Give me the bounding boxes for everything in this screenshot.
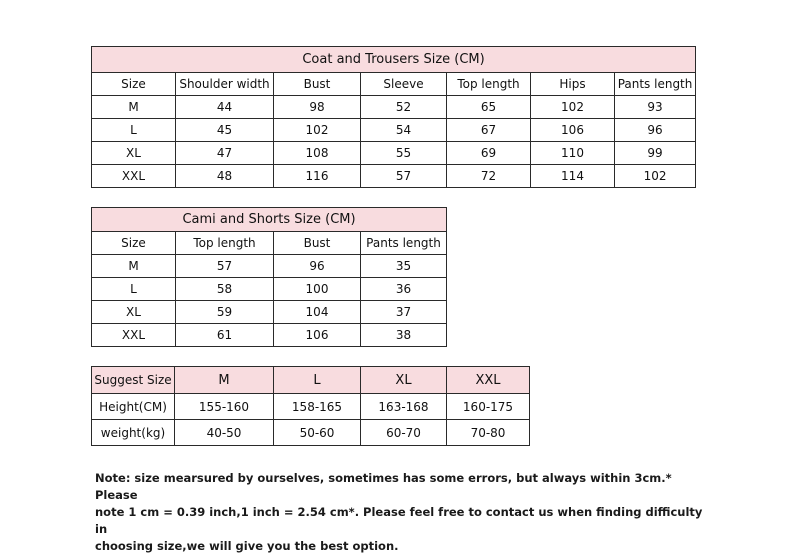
table-cell: 93 [615,96,696,119]
table-cell: 35 [361,255,447,278]
column-header: Pants length [615,73,696,96]
table-cell: 163-168 [361,394,447,420]
table-cell: 47 [176,142,274,165]
row-label: Height(CM) [92,394,175,420]
suggest-size-table [91,366,530,446]
coat-trousers-size-table [91,46,696,188]
table-cell: 72 [447,165,531,188]
table-cell: 96 [615,119,696,142]
note-line: choosing size,we will give you the best option. [95,539,399,553]
table-cell: 59 [176,301,274,324]
table-cell: 102 [531,96,615,119]
table-header-row [92,367,530,394]
table-cell: 106 [274,324,361,347]
table-cell: 102 [274,119,361,142]
table-title-row [92,208,447,232]
table-row [92,119,696,142]
column-header: Size [92,232,176,255]
table-cell: 48 [176,165,274,188]
column-header: L [274,367,361,394]
table-cell: 57 [361,165,447,188]
row-label: weight(kg) [92,420,175,446]
coat-table-title: Coat and Trousers Size (CM) [92,47,696,73]
table-cell: 57 [176,255,274,278]
column-header: Shoulder width [176,73,274,96]
suggest-size-label: Suggest Size [92,367,175,394]
table-title-row [92,47,696,73]
table-row [92,394,530,420]
table-cell: 114 [531,165,615,188]
table-row [92,420,530,446]
table-row [92,96,696,119]
table-cell: 102 [615,165,696,188]
column-header: Top length [176,232,274,255]
size-cell: L [92,278,176,301]
column-header: Size [92,73,176,96]
table-cell: 155-160 [175,394,274,420]
table-row [92,255,447,278]
size-cell: M [92,96,176,119]
table-cell: 96 [274,255,361,278]
column-header: Bust [274,232,361,255]
table-cell: 45 [176,119,274,142]
table-row [92,278,447,301]
table-row [92,165,696,188]
table-cell: 116 [274,165,361,188]
table-cell: 36 [361,278,447,301]
table-row [92,142,696,165]
column-header: XL [361,367,447,394]
table-cell: 40-50 [175,420,274,446]
cami-shorts-size-table [91,207,447,347]
table-cell: 50-60 [274,420,361,446]
column-header: Hips [531,73,615,96]
size-cell: XL [92,142,176,165]
column-header: Top length [447,73,531,96]
table-cell: 100 [274,278,361,301]
table-header-row [92,73,696,96]
table-cell: 38 [361,324,447,347]
size-cell: XXL [92,324,176,347]
table-cell: 60-70 [361,420,447,446]
table-cell: 110 [531,142,615,165]
column-header: Pants length [361,232,447,255]
column-header: Sleeve [361,73,447,96]
table-cell: 158-165 [274,394,361,420]
table-cell: 108 [274,142,361,165]
size-cell: XL [92,301,176,324]
table-cell: 52 [361,96,447,119]
size-note [95,470,705,555]
table-cell: 67 [447,119,531,142]
table-cell: 106 [531,119,615,142]
table-cell: 44 [176,96,274,119]
size-cell: M [92,255,176,278]
table-header-row [92,232,447,255]
table-cell: 54 [361,119,447,142]
cami-table-title: Cami and Shorts Size (CM) [92,208,447,232]
note-line: note 1 cm = 0.39 inch,1 inch = 2.54 cm*. Please feel free to contact us when finding difficulty in [95,505,703,536]
size-cell: XXL [92,165,176,188]
table-cell: 104 [274,301,361,324]
column-header: M [175,367,274,394]
table-cell: 58 [176,278,274,301]
table-cell: 69 [447,142,531,165]
table-cell: 70-80 [447,420,530,446]
note-line: Note: size mearsured by ourselves, sometimes has some errors, but always within 3cm.* Please [95,471,672,502]
table-cell: 99 [615,142,696,165]
table-cell: 37 [361,301,447,324]
table-row [92,324,447,347]
size-cell: L [92,119,176,142]
table-cell: 61 [176,324,274,347]
table-row [92,301,447,324]
table-cell: 160-175 [447,394,530,420]
table-cell: 98 [274,96,361,119]
column-header: Bust [274,73,361,96]
column-header: XXL [447,367,530,394]
table-cell: 55 [361,142,447,165]
table-cell: 65 [447,96,531,119]
